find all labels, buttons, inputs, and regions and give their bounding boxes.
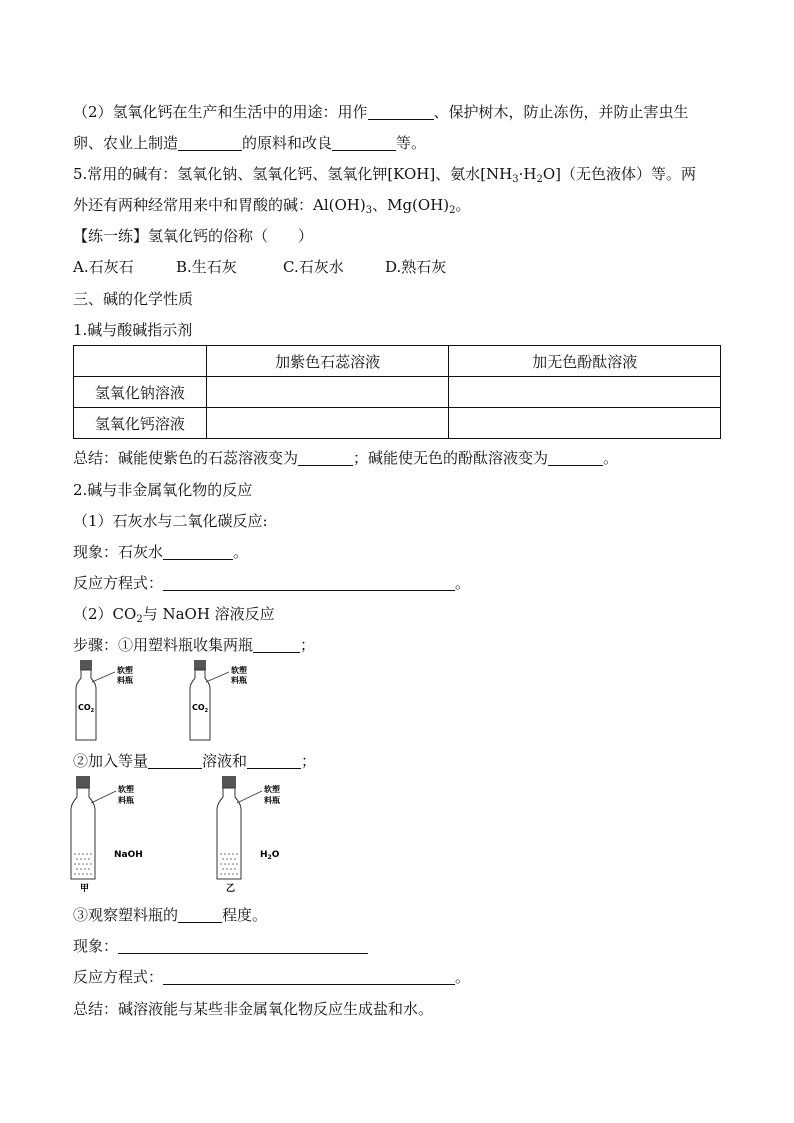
text: 溶液和 [202,752,248,770]
co2-label: $CO_2$ [78,703,95,714]
summary-line [73,447,618,469]
text: 。 [455,574,471,592]
bottle-label: 软塑 [118,785,134,794]
text: 。 [455,968,471,986]
part-heading: （1）石灰水与二氧化碳反应: [73,512,268,530]
bottle-body [217,788,241,879]
option-c[interactable]: C.石灰水 [283,258,344,276]
answer-blank[interactable] [253,636,300,653]
pointer-line [237,791,262,803]
phenomenon-line [73,935,368,957]
text: 现象： [73,937,119,955]
text: ； [301,752,317,770]
option-a[interactable]: A.石灰石 [73,258,134,276]
text: ③观察塑料瓶的 [73,906,179,924]
text-line-antacid-bases [73,194,471,216]
text: （2）氢氧化钙在生产和生活中的用途：用作 [73,103,368,121]
answer-blank[interactable] [178,134,242,151]
phenomenon-line [73,541,248,563]
bottle-cap [76,776,90,788]
text: ；碱能使无色的酚酞溶液变为 [353,449,549,467]
h2o-bottle-figure [210,773,320,895]
step-line [73,904,267,926]
text: 外还有两种经常用来中和胃酸的碱：Al(OH) [73,196,366,214]
co2-bottle-figure-2 [184,658,294,744]
text: 卵、农业上制造 [73,134,179,152]
text-line-common-bases [73,163,696,185]
answer-blank[interactable] [332,134,396,151]
bottle-jia-label: 甲 [80,884,90,894]
equation-line [73,966,470,988]
indicator-table [73,345,721,439]
subscript: 2 [136,614,143,625]
pointer-line [91,791,116,803]
bottle-label: 软塑 [231,666,247,675]
subscript: 2 [536,174,543,185]
naoh-bottle-figure [64,773,174,895]
text: 程度。 [222,906,268,924]
subsection-heading: 1.碱与酸碱指示剂 [73,321,193,339]
co2-bottle-figure-1 [70,658,180,744]
text: 反应方程式： [73,574,164,592]
bottle-label: 软塑 [117,666,133,675]
text: 。 [233,543,249,561]
text: 与 NaOH 溶液反应 [142,605,275,623]
text: 现象：石灰水 [73,543,164,561]
text: 5.常用的碱有：氢氧化钠、氢氧化钙、氢氧化钾[KOH]、氨水[NH [73,165,513,183]
bottle-label: 料瓶 [264,796,280,805]
text: 。 [455,196,471,214]
table-cell [74,346,207,377]
text: 的原料和改良 [242,134,333,152]
text-line-uses [73,101,689,123]
answer-blank[interactable] [148,752,202,769]
subscript: 2 [449,205,456,216]
text: 等。 [396,134,427,152]
practice-question: 【练一练】氢氧化钙的俗称（ ） [73,227,314,245]
text: 、Mg(OH) [372,196,450,214]
subsection-heading: 2.碱与非金属氧化物的反应 [73,481,253,499]
answer-blank[interactable] [118,937,368,954]
answer-blank[interactable] [178,906,222,923]
answer-blank[interactable] [163,574,455,591]
text-line-uses-cont [73,132,426,154]
text: 反应方程式： [73,968,164,986]
equation-line [73,572,470,594]
table-row [74,408,721,439]
table-cell[interactable] [449,408,721,439]
bottle-label: 料瓶 [117,676,133,685]
bottle-label: 料瓶 [118,796,134,805]
answer-blank[interactable] [298,449,353,466]
pointer-line [206,672,229,682]
bottle-cap [194,660,206,670]
answer-blank[interactable] [163,968,455,985]
bottle-cap [80,660,92,670]
table-cell[interactable] [206,377,449,408]
text: 步骤：①用塑料瓶收集两瓶 [73,636,254,654]
step-line [73,634,315,656]
bottle-label: 软塑 [264,785,280,794]
answer-blank[interactable] [163,543,233,560]
option-d[interactable]: D.熟石灰 [385,258,447,276]
table-header-row [74,346,721,377]
part-heading [73,603,275,625]
bottle-label: 料瓶 [231,676,247,685]
pointer-line [92,672,115,682]
table-row-label: 氢氧化钠溶液 [74,377,207,408]
text: （2）CO [73,605,137,623]
section-heading: 三、碱的化学性质 [73,290,194,308]
text: O]（无色液体）等。两 [542,165,697,183]
naoh-label: NaOH [114,850,143,860]
answer-blank[interactable] [368,103,434,120]
option-b[interactable]: B.生石灰 [176,258,237,276]
bottle-cap [222,776,236,788]
subscript: 3 [365,205,373,216]
table-cell[interactable] [206,408,449,439]
h2o-label: $H_2O$ [260,850,280,861]
text: 总结：碱能使紫色的石蕊溶液变为 [73,449,299,467]
table-header-cell: 加紫色石蕊溶液 [206,346,449,377]
text: ·H [518,165,537,183]
table-header-cell: 加无色酚酞溶液 [449,346,721,377]
step-line [73,750,316,772]
table-row [74,377,721,408]
table-row-label: 氢氧化钙溶液 [74,408,207,439]
text: 、保护树木，防止冻伤，并防止害虫生 [433,103,689,121]
bottle-yi-label: 乙 [226,884,236,894]
answer-blank[interactable] [247,752,301,769]
text: 。 [603,449,619,467]
text: ②加入等量 [73,752,149,770]
co2-label: $CO_2$ [192,703,209,714]
subscript: 3 [512,174,519,185]
table-cell[interactable] [449,377,721,408]
answer-blank[interactable] [548,449,603,466]
summary-line: 总结：碱溶液能与某些非金属氧化物反应生成盐和水。 [73,1000,434,1018]
text: ； [300,636,316,654]
